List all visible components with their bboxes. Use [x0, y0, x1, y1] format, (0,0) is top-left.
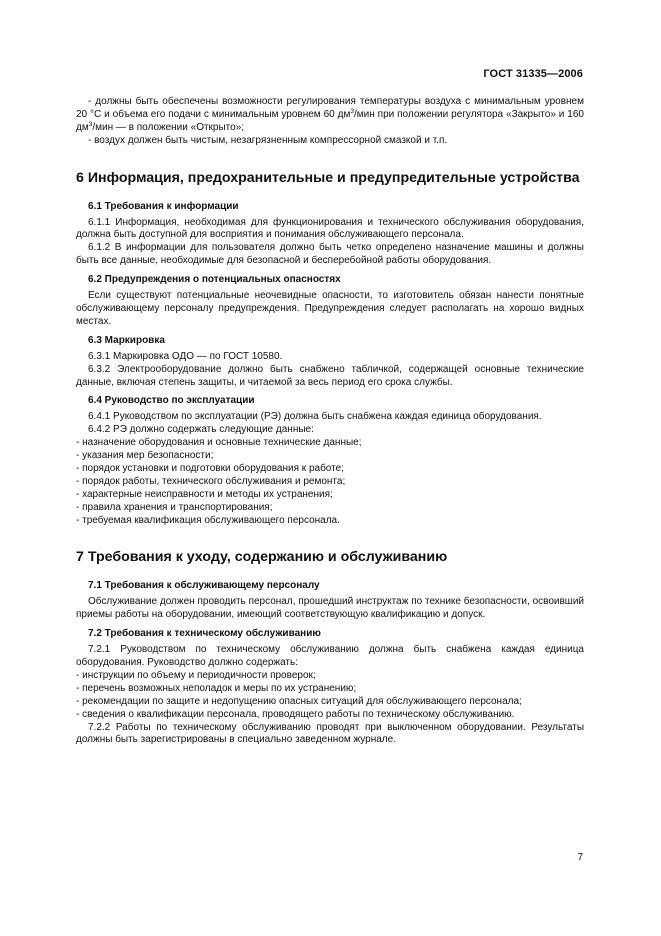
- paragraph-6-3-2: 6.3.2 Электрооборудование должно быть снабжено табличкой, содержащей основные технические данные, включая степень защиты, и читаемой за весь период его срока службы.: [76, 363, 584, 388]
- list-item: - рекомендации по защите и недопущению опасных ситуаций для обслуживающего персонала;: [76, 695, 522, 707]
- paragraph-6-1-1: 6.1.1 Информация, необходимая для функционирования и технического обслуживания оборудования, должна быть доступной для восприятия и понимания обслуживающего персонала.: [76, 216, 584, 241]
- superscript-3: 3: [350, 107, 354, 115]
- paragraph-6-2: Если существуют потенциальные неочевидные опасности, то изготовитель обязан нанести понятные обслуживающему персоналу предупреждения. Предупреждения следует располагать на хорошо видных местах.: [76, 290, 584, 327]
- section-6-1-heading: 6.1 Требования к информации: [88, 200, 239, 212]
- section-7-heading: 7 Требования к уходу, содержанию и обслуживанию: [76, 549, 448, 566]
- section-7-2-list: [76, 670, 584, 722]
- intro-text-2: /мин при положении регулятора «Закрыто» и 160 дм: [76, 108, 584, 133]
- section-6-heading: 6 Информация, предохранительные и предупредительные устройства: [76, 169, 580, 186]
- section-7-1-heading: 7.1 Требования к обслуживающему персоналу: [88, 580, 320, 592]
- superscript-3: 3: [88, 120, 93, 128]
- page-content: [76, 96, 584, 747]
- standard-code: ГОСТ 31335—2006: [483, 68, 583, 80]
- list-item: - сведения о квалификации персонала, проводящего работы по техническому обслуживанию.: [76, 708, 515, 720]
- section-7-2-heading: 7.2 Требования к техническому обслуживанию: [88, 628, 321, 640]
- section-6-4-heading: 6.4 Руководство по эксплуатации: [88, 395, 255, 407]
- list-item: - порядок установки и подготовки оборудования к работе;: [76, 462, 344, 474]
- section-6-3-heading: 6.3 Маркировка: [88, 334, 165, 346]
- list-item: - инструкции по объему и периодичности проверок;: [76, 669, 316, 681]
- paragraph-6-1-2: 6.1.2 В информации для пользователя должно быть четко определено назначение машины и должны быть все данные, необходимые для безопасной и бесперебойной работы оборудования.: [76, 242, 584, 267]
- list-item: - перечень возможных неполадок и меры по их устранению;: [76, 682, 357, 694]
- intro-paragraph-1: [76, 96, 584, 135]
- intro-paragraph-2: - воздух должен быть чистым, незагрязненным компрессорной смазкой и т.п.: [88, 134, 448, 146]
- paragraph-7-2-2: 7.2.2 Работы по техническому обслуживанию проводят при выключенном оборудовании. Результаты должны быть зарегистрированы в специально заведенном журнале.: [76, 721, 584, 746]
- section-6-2-heading: 6.2 Предупреждения о потенциальных опасностях: [88, 274, 341, 286]
- list-item: - указания мер безопасности;: [76, 450, 214, 462]
- list-item: - правила хранения и транспортирования;: [76, 501, 273, 513]
- list-item: - порядок работы, технического обслуживания и ремонта;: [76, 475, 346, 487]
- intro-text-3: /мин — в положении «Открыто»;: [92, 121, 245, 133]
- paragraph-7-2-1: 7.2.1 Руководством по техническому обслуживанию должна быть снабжена каждая единица оборудования. Руководство должно содержать:: [76, 644, 584, 668]
- paragraph-6-4-2: 6.4.2 РЭ должно содержать следующие данные:: [88, 424, 314, 436]
- paragraph-7-1: Обслуживание должен проводить персонал, прошедший инструктаж по технике безопасности, освоивший приемы работы на оборудовании, имеющий соответствующую квалификацию и допуск.: [76, 596, 584, 621]
- section-6-4-list: [76, 437, 584, 527]
- page-number: 7: [577, 852, 583, 863]
- list-item: - назначение оборудования и основные технические данные;: [76, 437, 362, 449]
- paragraph-6-3-1: 6.3.1 Маркировка ОДО — по ГОСТ 10580.: [88, 350, 283, 362]
- intro-text-1: - должны быть обеспечены возможности регулирования температуры воздуха с минимальным уровнем 20 °С и объема его подачи с минимальным уровнем 60 дм: [76, 96, 584, 120]
- paragraph-6-4-1: 6.4.1 Руководством по эксплуатации (РЭ) должна быть снабжена каждая единица оборудования.: [88, 411, 542, 423]
- list-item: - характерные неисправности и методы их устранения;: [76, 488, 333, 500]
- list-item: - требуемая квалификация обслуживающего персонала.: [76, 514, 340, 526]
